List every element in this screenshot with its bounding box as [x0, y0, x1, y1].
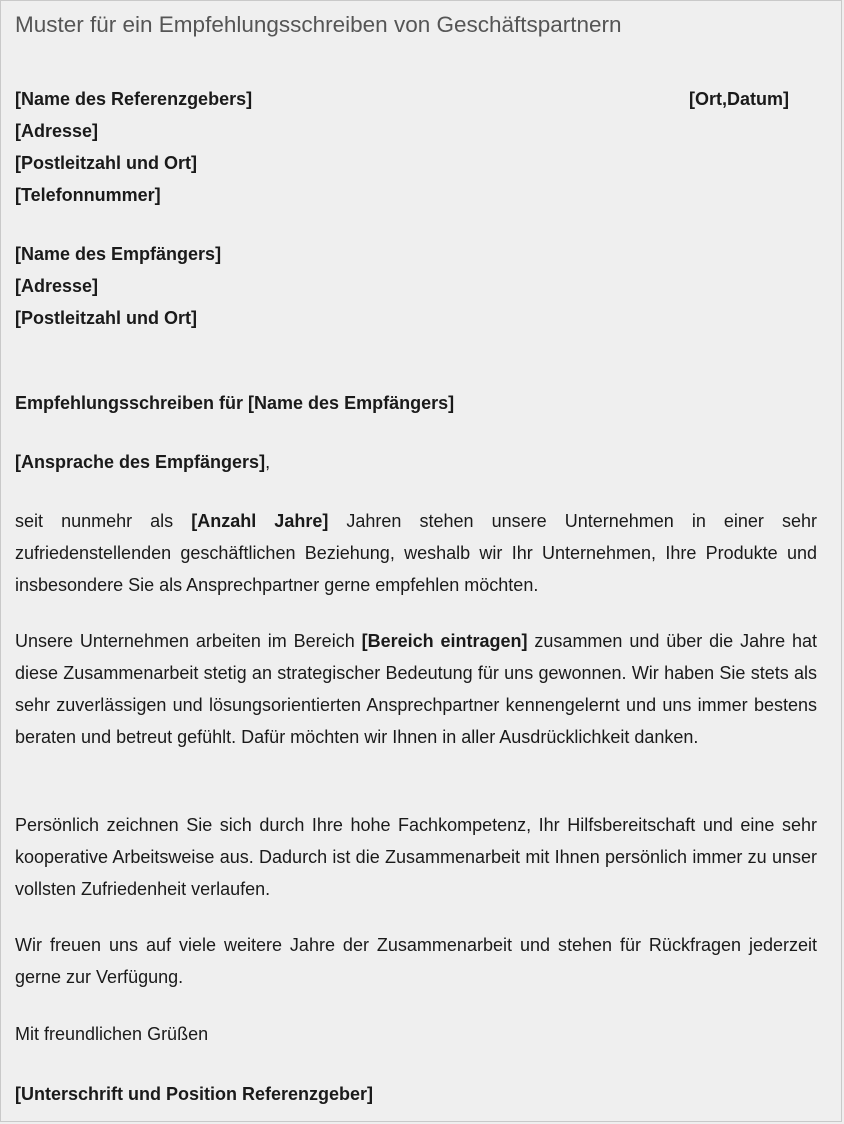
sender-phone: [Telefonnummer] [15, 185, 161, 205]
salutation [15, 446, 270, 478]
sender-postal-city: [Postleitzahl und Ort] [15, 153, 197, 173]
paragraph-1 [15, 505, 817, 601]
paragraph-1-placeholder: [Anzahl Jahre] [191, 511, 329, 531]
letter-subject: Empfehlungsschreiben für [Name des Empfängers] [15, 393, 455, 413]
recipient-address: [Adresse] [15, 276, 99, 296]
paragraph-2 [15, 625, 817, 753]
sender-name: [Name des Referenzgebers] [15, 89, 253, 109]
paragraph-1-post: Jahren stehen unsere Unternehmen in einer sehr zufriedenstellenden geschäftlichen Beziehung, weshalb wir Ihr Unternehmen, Ihre Produkte und insbesondere Sie als Ansprechpartner gerne empfehlen möchten. [15, 511, 817, 595]
recipient-name: [Name des Empfängers] [15, 244, 222, 264]
paragraph-4: Wir freuen uns auf viele weitere Jahre der Zusammenarbeit und stehen für Rückfragen jederzeit gerne zur Verfügung. [15, 935, 817, 987]
salutation-placeholder: [Ansprache des Empfängers] [15, 452, 266, 472]
paragraph-2-pre: Unsere Unternehmen arbeiten im Bereich [15, 631, 362, 651]
paragraph-2-post: zusammen und über die Jahre hat diese Zusammenarbeit stetig an strategischer Bedeutung für uns gewonnen. Wir haben Sie stets als sehr zuverlässigen und lösungsorientierten Ansprechpartner kennengelernt und uns immer bestens beraten und betreut gefühlt. Dafür möchten wir Ihnen in aller Ausdrücklichkeit danken. [15, 631, 818, 747]
paragraph-2-placeholder: [Bereich eintragen] [361, 631, 528, 651]
recipient-postal-city: [Postleitzahl und Ort] [15, 308, 197, 328]
paragraph-1-pre: seit nunmehr als [15, 511, 192, 531]
page-title: Muster für ein Empfehlungsschreiben von Geschäftspartnern [15, 12, 622, 37]
closing: Mit freundlichen Grüßen [15, 1024, 209, 1044]
paragraph-3: Persönlich zeichnen Sie sich durch Ihre hohe Fachkompetenz, Ihr Hilfsbereitschaft und eine sehr kooperative Arbeitsweise aus. Dadurch ist die Zusammenarbeit mit Ihnen persönlich immer zu unser vollsten Zufriedenheit verlaufen. [15, 815, 817, 899]
salutation-suffix: , [265, 452, 271, 472]
sender-address: [Adresse] [15, 121, 99, 141]
signature: [Unterschrift und Position Referenzgeber] [15, 1084, 374, 1104]
place-date: [Ort,Datum] [689, 89, 789, 109]
